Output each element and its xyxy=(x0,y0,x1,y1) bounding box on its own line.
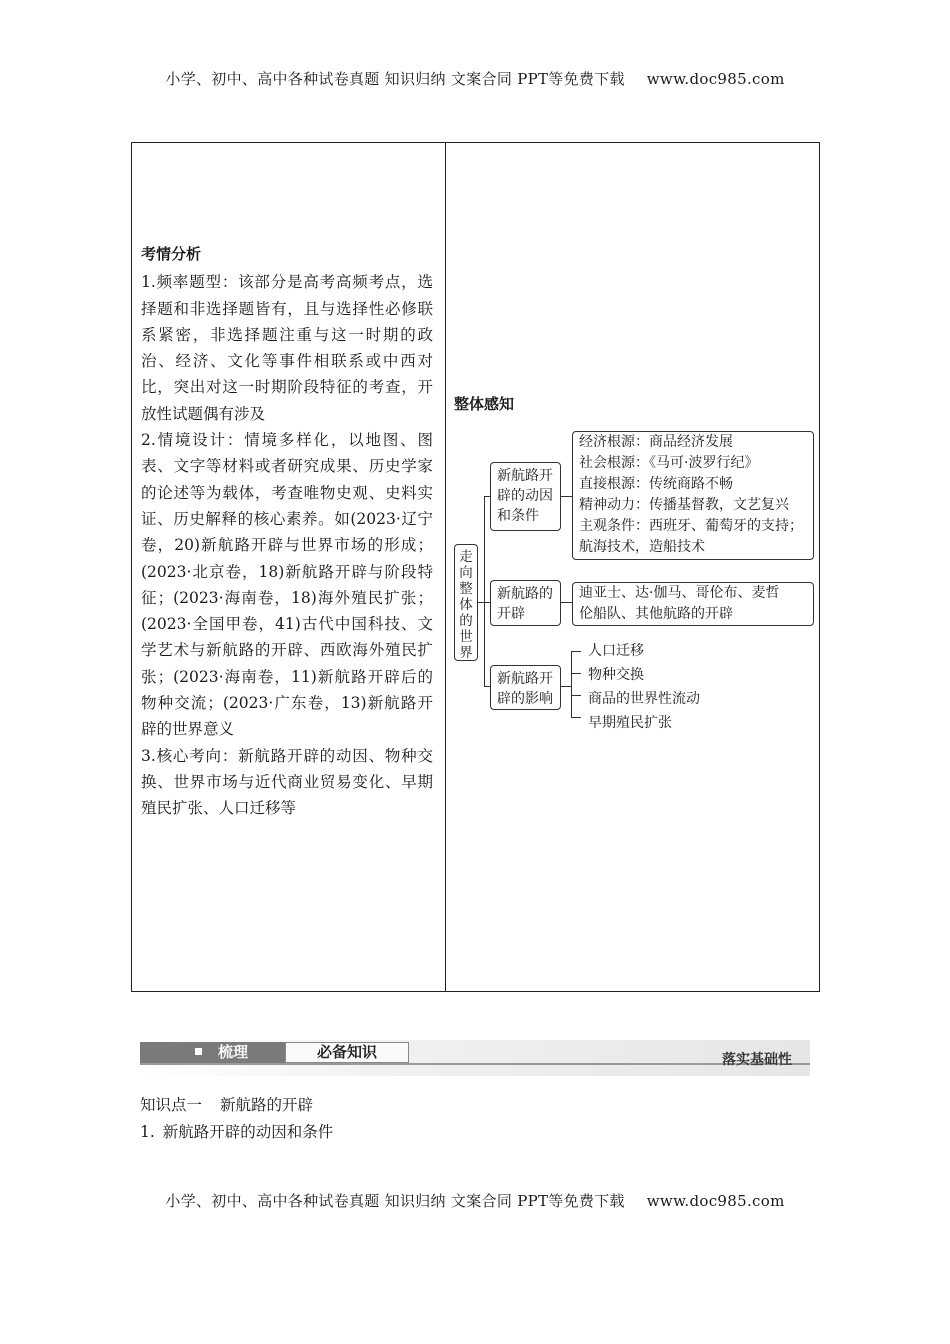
mindmap-connector xyxy=(571,673,581,674)
header-url[interactable]: www.doc985.com xyxy=(646,70,785,88)
banner-rule xyxy=(140,1063,810,1065)
analysis-paragraph-2: 2.情境设计：情境多样化，以地图、图表、文字等材料或者研究成果、历史学家的论述等为载体，考查唯物史观、史料实证、历史解释的核心素养。如(2023·辽宁卷，20)新航路开辟与世界市场的形成；(2023·北京卷，18)新航路开辟与阶段特征；(2023·海南卷，18)海外殖民扩张；(2023·全国甲卷，41)古代中国科技、文学艺术与新航路的开辟、西欧海外殖民扩张；(2023·海南卷，11)新航路开辟后的物种交流；(2023·广东卷，13)新航路开辟的世界意义 xyxy=(141,431,433,739)
branch-opening-label: 新航路的开辟 xyxy=(497,586,553,622)
banner-label-light xyxy=(285,1042,409,1063)
cause-item: 精神动力：传播基督教，文艺复兴 xyxy=(579,497,789,513)
banner-label-dark xyxy=(140,1042,285,1063)
exam-analysis xyxy=(141,241,433,822)
opening-item: 迪亚士、达·伽马、哥伦布、麦哲 xyxy=(579,585,780,601)
mindmap-connector xyxy=(571,717,581,718)
table-divider xyxy=(445,142,446,992)
knowledge-point-heading xyxy=(140,1093,313,1115)
analysis-paragraph-3: 3.核心考向：新航路开辟的动因、物种交换、世界市场与近代商业贸易变化、早期殖民扩张、人口迁移等 xyxy=(141,746,433,818)
branch-causes-label: 新航路开辟的动因和条件 xyxy=(497,468,553,524)
mindmap-connector xyxy=(571,651,572,717)
cause-item: 社会根源：《马可·波罗行纪》 xyxy=(579,455,759,471)
knowledge-point-title: 新航路的开辟 xyxy=(220,1096,314,1114)
footer-url[interactable]: www.doc985.com xyxy=(646,1192,785,1210)
mindmap-branch-causes xyxy=(490,462,561,531)
mindmap-root-label: 走向整体的世界 xyxy=(459,549,473,661)
overview-title: 整体感知 xyxy=(454,395,515,413)
subitem-title: 新航路开辟的动因和条件 xyxy=(162,1123,334,1141)
cause-item: 主观条件：西班牙、葡萄牙的支持； xyxy=(579,518,803,534)
mindmap-connector xyxy=(561,496,572,497)
square-bullet-icon xyxy=(195,1048,202,1055)
banner-dark-text: 梳理 xyxy=(218,1043,249,1061)
cause-item: 经济根源：商品经济发展 xyxy=(579,434,733,450)
opening-item: 伦船队、其他航路的开辟 xyxy=(579,606,733,622)
banner-right-text: 落实基础性 xyxy=(722,1052,792,1068)
knowledge-subitem xyxy=(140,1120,333,1142)
mindmap-connector xyxy=(561,686,571,687)
impact-item: 早期殖民扩张 xyxy=(588,715,672,731)
impact-item: 物种交换 xyxy=(588,667,644,683)
mindmap-root xyxy=(454,544,478,661)
mindmap-branch-opening xyxy=(490,580,561,626)
mindmap-leaf-opening xyxy=(572,582,814,626)
page-header xyxy=(0,68,950,89)
mindmap-connector xyxy=(571,651,581,652)
banner-light-text: 必备知识 xyxy=(316,1043,377,1061)
exam-analysis-title: 考情分析 xyxy=(141,245,202,263)
analysis-paragraph-1: 1.频率题型：该部分是高考高频考点，选择题和非选择题皆有，且与选择性必修联系紧密，非选择题注重与这一时期的政治、经济、文化等事件相联系或中西对比，突出对这一时期阶段特征的考查，开放性试题偶有涉及 xyxy=(141,273,433,423)
cause-item: 直接根源：传统商路不畅 xyxy=(579,476,733,492)
mindmap-connector xyxy=(561,602,572,603)
impact-item: 人口迁移 xyxy=(588,643,644,659)
branch-impact-label: 新航路开辟的影响 xyxy=(497,671,553,707)
mindmap-connector xyxy=(571,695,581,696)
footer-text: 小学、初中、高中各种试卷真题 知识归纳 文案合同 PPT等免费下载 xyxy=(165,1192,625,1210)
page-footer xyxy=(0,1190,950,1211)
mindmap-leaf-causes xyxy=(572,431,814,560)
impact-item: 商品的世界性流动 xyxy=(588,691,700,707)
cause-item: 航海技术，造船技术 xyxy=(579,539,705,555)
knowledge-point-label: 知识点一 xyxy=(140,1096,203,1114)
mindmap-branch-impact xyxy=(490,665,561,710)
mindmap-leaf-impact xyxy=(588,639,700,735)
header-text: 小学、初中、高中各种试卷真题 知识归纳 文案合同 PPT等免费下载 xyxy=(165,70,625,88)
mindmap-connector xyxy=(484,496,485,686)
subitem-number: 1. xyxy=(140,1123,155,1141)
